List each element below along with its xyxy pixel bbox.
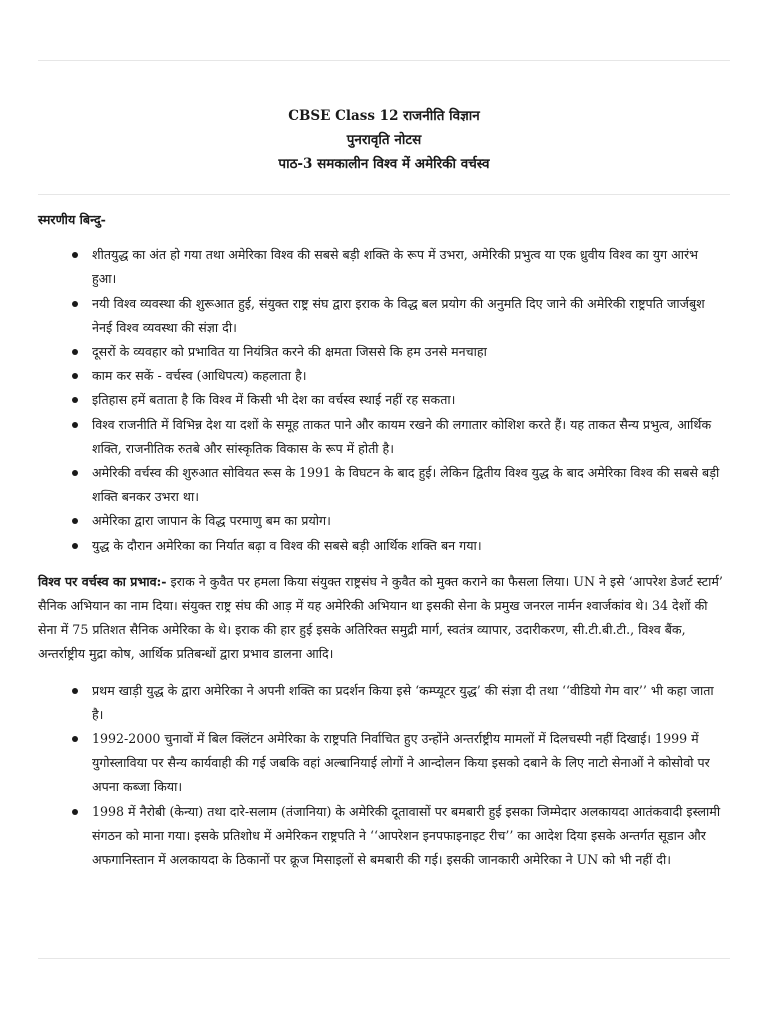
key-points-list xyxy=(38,243,730,558)
impact-paragraph xyxy=(38,570,730,667)
list-item: दूसरों के व्यवहार को प्रभावित या नियंत्रित करने की क्षमता जिससे कि हम उनसे मनचाहा xyxy=(38,340,730,364)
header-line-1: CBSE Class 12 राजनीति विज्ञान xyxy=(288,108,480,124)
impact-heading: विश्व पर वर्चस्व का प्रभाव:- xyxy=(38,573,167,589)
list-item: विश्व राजनीति में विभिन्न देश या दशों के समूह ताकत पाने और कायम रखने की लगातार कोशिश करते हैं। यह ताकत सैन्य प्रभुत्व, आर्थिक शक्ति, राजनीतिक रुतबे और सांस्कृतिक विकास के रूप में होती है। xyxy=(38,413,730,461)
section-title: स्मरणीय बिन्दु- xyxy=(38,212,106,227)
list-item: अमेरिका द्वारा जापान के विद्ध परमाणु बम का प्रयोग। xyxy=(38,509,730,533)
document-body xyxy=(38,208,730,872)
list-item: काम कर सकें - वर्चस्व (आधिपत्य) कहलाता है। xyxy=(38,364,730,388)
list-item: प्रथम खाड़ी युद्ध के द्वारा अमेरिका ने अपनी शक्ति का प्रदर्शन किया इसे ‘कम्प्यूटर युद्ध’ की संज्ञा दी तथा ‘‘वीडियो गेम वार’’ भी कहा जाता है। xyxy=(38,679,730,727)
events-list xyxy=(38,679,730,873)
document-header xyxy=(38,104,730,176)
list-item: इतिहास हमें बताता है कि विश्व में किसी भी देश का वर्चस्व स्थाई नहीं रह सकता। xyxy=(38,388,730,412)
list-item: युद्ध के दौरान अमेरिका का निर्यात बढ़ा व विश्व की सबसे बड़ी आर्थिक शक्ति बन गया। xyxy=(38,534,730,558)
header-line-3: पाठ-3 समकालीन विश्व में अमेरिकी वर्चस्व xyxy=(278,156,490,172)
list-item: नयी विश्व व्यवस्था की शुरूआत हुई, संयुक्त राष्ट्र संघ द्वारा इराक के विद्ध बल प्रयोग की अनुमति दिए जाने की अमेरिकी राष्ट्रपति जार्जबुश नेनई विश्व व्यवस्था की संज्ञा दी। xyxy=(38,292,730,340)
header-line-2: पुनरावृति नोटस xyxy=(346,132,422,148)
top-divider xyxy=(38,60,730,61)
list-item: शीतयुद्ध का अंत हो गया तथा अमेरिका विश्व की सबसे बड़ी शक्ति के रूप में उभरा, अमेरिकी प्रभुत्व या एक ध्रुवीय विश्व का युग आरंभ हुआ। xyxy=(38,243,730,291)
list-item: 1992-2000 चुनावों में बिल क्लिंटन अमेरिका के राष्ट्रपति निर्वाचित हुए उन्होंने अन्तर्राष्ट्रीय मामलों में दिलचस्पी नहीं दिखाई। 1999 में युगोस्लाविया पर सैन्य कार्यवाही की गई जबकि वहां अल्बानियाई लोगों ने आन्दोलन किया इसको दबाने के लिए नाटो सेनाओं ने कोसोवो पर अपना कब्जा किया। xyxy=(38,727,730,800)
bottom-divider xyxy=(38,958,730,959)
list-item: 1998 में नैरोबी (केन्या) तथा दारे-सलाम (तंजानिया) के अमेरिकी दूतावासों पर बमबारी हुई इसका जिम्मेदार अलकायदा आतंकवादी इस्लामी संगठन को माना गया। इसके प्रतिशोध में अमेरिकन राष्ट्रपति ने ‘‘आपरेशन इनपफाइनाइट रीच’’ का आदेश दिया इसके अन्तर्गत सूडान और अफगानिस्तान में अलकायदा के ठिकानों पर क्रूज मिसाइलों से बमबारी की गई। इसकी जानकारी अमेरिका ने UN को भी नहीं दी। xyxy=(38,800,730,873)
header-divider xyxy=(38,194,730,195)
list-item: अमेरिकी वर्चस्व की शुरुआत सोवियत रूस के 1991 के विघटन के बाद हुई। लेकिन द्वितीय विश्व युद्ध के बाद अमेरिका विश्व की सबसे बड़ी शक्ति बनकर उभरा था। xyxy=(38,461,730,509)
impact-text: इराक ने कुवैत पर हमला किया संयुक्त राष्ट्रसंघ ने कुवैत को मुक्त कराने का फैसला लिया। UN ने इसे ‘आपरेश डेजर्ट स्टार्म’ सैनिक अभियान का नाम दिया। संयुक्त राष्ट्र संघ की आड़ में यह अमेरिकी अभियान था इसकी सेना के प्रमुख जनरल नार्मन श्वार्जकांव थे। 34 देशों की सेना में 75 प्रतिशत सैनिक अमेरिका के थे। इराक की हार हुई इसके अतिरिक्त समुद्री मार्ग, स्वतंत्र व्यापार, उदारीकरण, सी.टी.बी.टी., विश्व बैंक, अन्तर्राष्ट्रीय मुद्रा कोष, आर्थिक प्रतिबन्धों द्वारा प्रभाव डालना आदि। xyxy=(38,573,723,662)
